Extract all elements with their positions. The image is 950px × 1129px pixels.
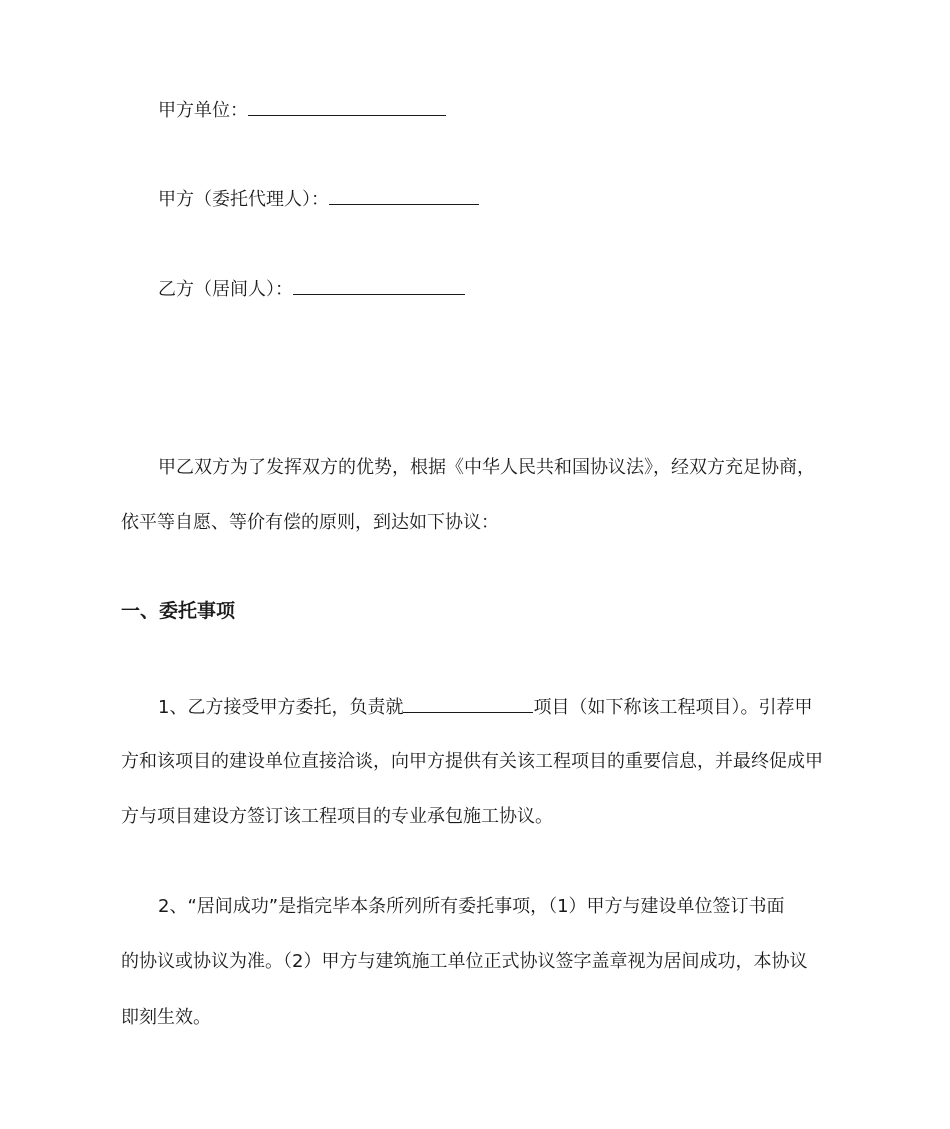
item-1-project-blank[interactable] xyxy=(403,694,533,713)
item-1-line-1 xyxy=(158,694,812,721)
party-a-unit-blank[interactable] xyxy=(248,97,446,116)
party-a-unit-label: 甲方单位： xyxy=(158,100,248,121)
preamble-line-2: 依平等自愿、等价有偿的原则，到达如下协议： xyxy=(121,512,499,533)
party-a-agent-blank[interactable] xyxy=(329,186,479,205)
party-a-unit-line xyxy=(158,97,446,124)
item-1-text-before-blank: 1、乙方接受甲方委托，负责就 xyxy=(158,697,404,718)
section-1-heading: 一、委托事项 xyxy=(121,600,236,622)
party-a-agent-line xyxy=(158,186,479,213)
preamble-line-1: 甲乙双方为了发挥双方的优势，根据《中华人民共和国协议法》，经双方充足协商， xyxy=(158,457,815,478)
item-2-line-1: 2、“居间成功”是指完毕本条所列所有委托事项，（1）甲方与建设单位签订书面 xyxy=(158,896,785,917)
party-b-line xyxy=(158,276,465,303)
party-b-blank[interactable] xyxy=(293,276,465,295)
party-b-label: 乙方（居间人）： xyxy=(158,279,293,300)
item-1-line-3: 方与项目建设方签订该工程项目的专业承包施工协议。 xyxy=(121,806,553,827)
item-2-line-3: 即刻生效。 xyxy=(121,1007,211,1028)
item-2-line-2: 的协议或协议为准。（2）甲方与建筑施工单位正式协议签字盖章视为居间成功，本协议 xyxy=(121,951,808,972)
item-1-line-2: 方和该项目的建设单位直接洽谈，向甲方提供有关该工程项目的重要信息，并最终促成甲 xyxy=(121,751,823,772)
party-a-agent-label: 甲方（委托代理人）： xyxy=(158,189,329,210)
item-1-text-after-blank: 项目（如下称该工程项目）。引荐甲 xyxy=(533,697,813,718)
